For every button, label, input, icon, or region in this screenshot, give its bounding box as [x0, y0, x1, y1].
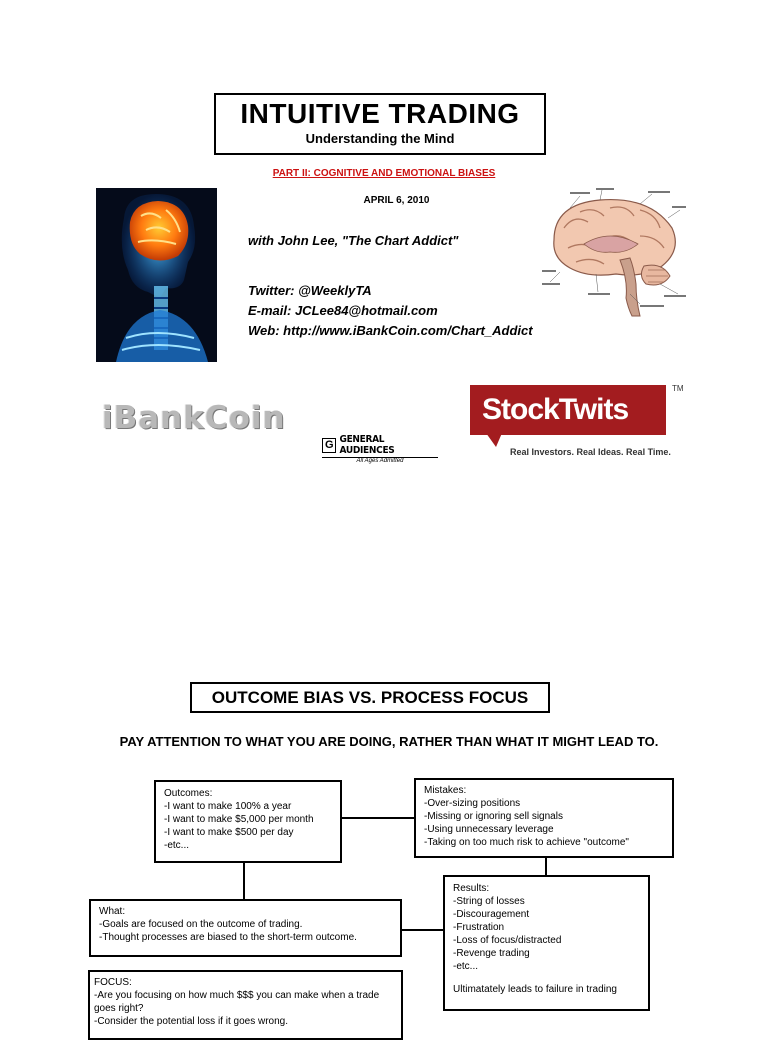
box-line: -I want to make $5,000 per month — [164, 814, 314, 825]
mistakes-box — [414, 778, 674, 858]
box-line: -etc... — [453, 961, 479, 972]
box-line: -Frustration — [453, 922, 505, 933]
box-line: -etc... — [164, 840, 190, 851]
connector-line — [340, 817, 418, 819]
what-box — [89, 899, 402, 957]
part-heading: PART II: COGNITIVE AND EMOTIONAL BIASES — [272, 168, 496, 179]
box-line: -Consider the potential loss if it goes wrong. — [94, 1016, 288, 1027]
box-title: Mistakes: — [424, 785, 467, 796]
website-url: Web: http://www.iBankCoin.com/Chart_Addict — [248, 323, 533, 338]
presentation-date: APRIL 6, 2010 — [363, 195, 430, 206]
box-line: -Discouragement — [453, 909, 530, 920]
box-footer: Ultimatately leads to failure in trading — [453, 984, 617, 995]
general-audiences-rating — [322, 434, 438, 464]
box-line: -Are you focusing on how much $$$ you can make when a trade goes right? — [94, 990, 380, 1014]
box-line: -String of losses — [453, 896, 525, 907]
stocktwits-name: StockTwits — [482, 393, 629, 426]
document-subtitle: Understanding the Mind — [305, 131, 455, 146]
box-line: -Thought processes are biased to the short-term outcome. — [99, 932, 357, 943]
document-title: INTUITIVE TRADING — [240, 98, 520, 129]
connector-line — [545, 856, 547, 876]
results-box — [443, 875, 650, 1011]
box-title: What: — [99, 906, 126, 917]
rating-sublabel: All Ages Admitted — [356, 458, 404, 464]
section-heading: OUTCOME BIAS VS. PROCESS FOCUS — [190, 682, 550, 713]
box-line: -Using unnecessary leverage — [424, 824, 554, 835]
box-title: FOCUS: — [94, 977, 132, 988]
box-line: -Goals are focused on the outcome of trading. — [99, 919, 303, 930]
twitter-handle: Twitter: @WeeklyTA — [248, 283, 372, 298]
presenter-line: with John Lee, "The Chart Addict" — [248, 233, 459, 248]
rating-letter: G — [322, 438, 336, 453]
brain-xray-image — [96, 188, 217, 362]
focus-box — [88, 970, 403, 1040]
box-title: Outcomes: — [164, 788, 213, 799]
email-address: E-mail: JCLee84@hotmail.com — [248, 303, 438, 318]
rating-label: GENERAL AUDIENCES — [339, 434, 395, 456]
box-line: -Missing or ignoring sell signals — [424, 811, 563, 822]
speech-bubble-tail-icon — [486, 433, 502, 447]
stocktwits-tagline: Real Investors. Real Ideas. Real Time. — [510, 447, 671, 457]
box-line: -Taking on too much risk to achieve "outcome" — [424, 837, 629, 848]
outcomes-box — [154, 780, 342, 863]
ibankcoin-logo: iBankCoin — [102, 400, 286, 436]
box-line: -Over-sizing positions — [424, 798, 521, 809]
box-title: Results: — [453, 883, 490, 894]
box-line: -I want to make $500 per day — [164, 827, 294, 838]
brain-anatomy-diagram — [540, 188, 688, 320]
connector-line — [400, 929, 445, 931]
box-line: -Loss of focus/distracted — [453, 935, 562, 946]
box-line: -Revenge trading — [453, 948, 530, 959]
trademark-mark: TM — [672, 384, 684, 393]
title-box — [214, 93, 546, 155]
stocktwits-logo — [470, 385, 666, 435]
box-line: -I want to make 100% a year — [164, 801, 292, 812]
section-subheading: PAY ATTENTION TO WHAT YOU ARE DOING, RATHER THAN WHAT IT MIGHT LEAD TO. — [119, 734, 659, 749]
connector-line — [243, 862, 245, 900]
